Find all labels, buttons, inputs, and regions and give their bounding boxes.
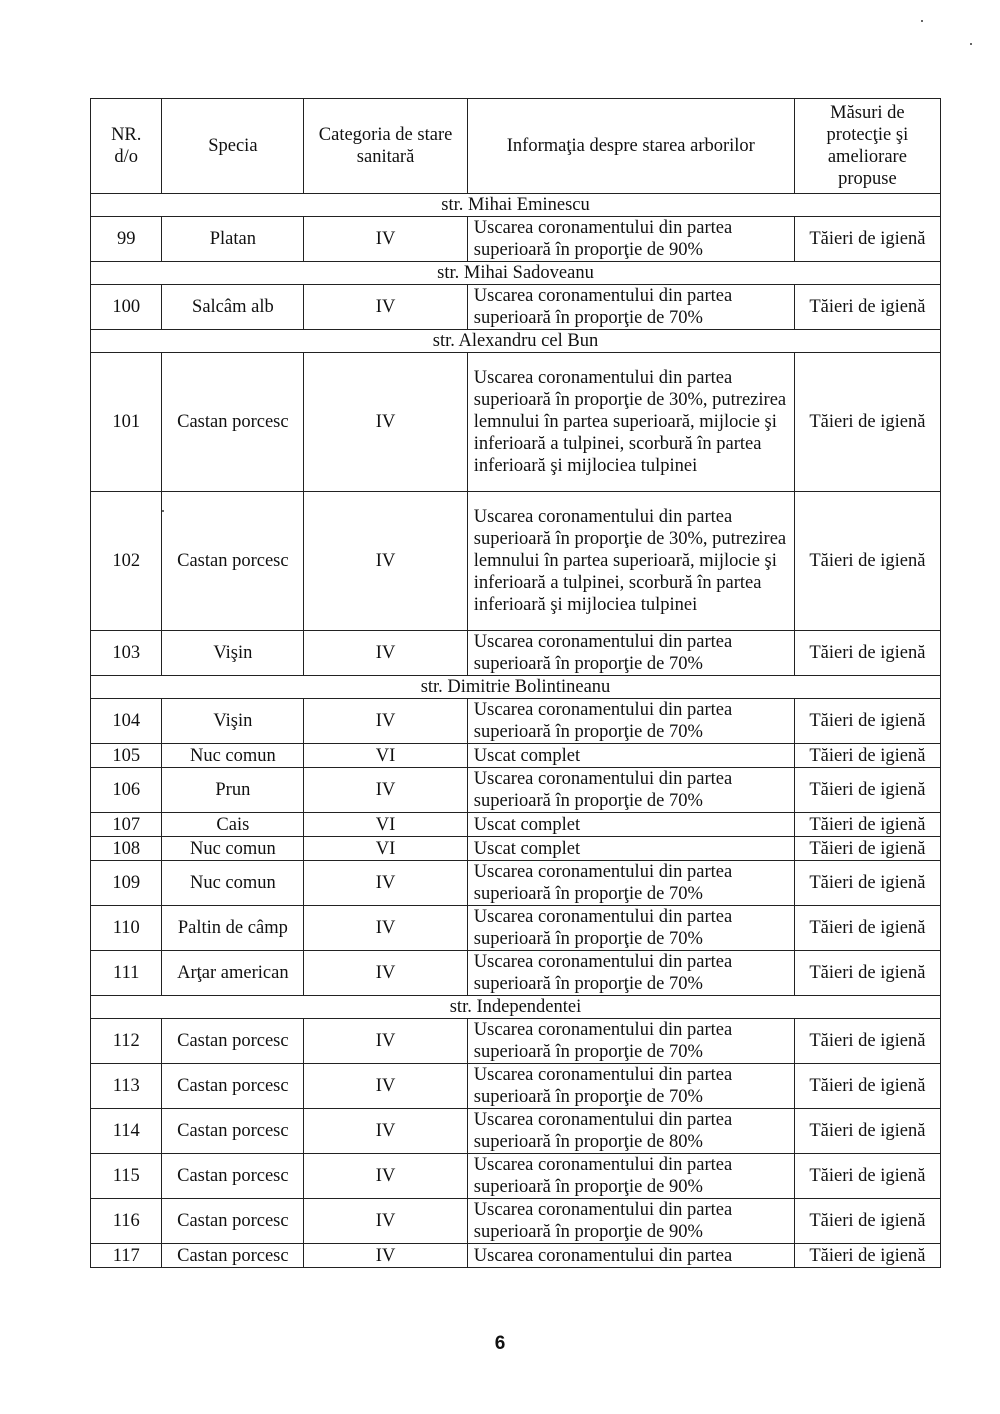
cell-measures: Tăieri de igienă: [794, 1109, 940, 1154]
cell-info: Uscarea coronamentului din partea superioară în proporţie de 90%: [467, 1199, 794, 1244]
cell-nr: 111: [91, 951, 162, 996]
cell-nr: 108: [91, 837, 162, 861]
header-category: Categoria de stare sanitară: [304, 99, 468, 194]
cell-measures: Tăieri de igienă: [794, 699, 940, 744]
table-body: [91, 194, 941, 1268]
cell-nr: 104: [91, 699, 162, 744]
street-name: str. Alexandru cel Bun: [91, 330, 941, 353]
cell-species: Arţar american: [162, 951, 304, 996]
cell-category: IV: [304, 768, 468, 813]
cell-measures: Tăieri de igienă: [794, 813, 940, 837]
street-section-row: [91, 330, 941, 353]
table-row: [91, 861, 941, 906]
table-row: [91, 813, 941, 837]
cell-category: IV: [304, 285, 468, 330]
table-row: [91, 217, 941, 262]
cell-measures: Tăieri de igienă: [794, 744, 940, 768]
cell-nr: 101: [91, 353, 162, 492]
cell-nr: 116: [91, 1199, 162, 1244]
cell-measures: Tăieri de igienă: [794, 1019, 940, 1064]
cell-category: IV: [304, 951, 468, 996]
cell-nr: 102: [91, 492, 162, 631]
cell-info: Uscarea coronamentului din partea: [467, 1244, 794, 1268]
table-row: [91, 631, 941, 676]
table-row: [91, 951, 941, 996]
cell-species: Prun: [162, 768, 304, 813]
table-row: [91, 768, 941, 813]
table-row: [91, 1109, 941, 1154]
street-section-row: [91, 676, 941, 699]
cell-species: Castan porcesc: [162, 1199, 304, 1244]
cell-info: Uscarea coronamentului din partea superioară în proporţie de 70%: [467, 699, 794, 744]
table-row: [91, 699, 941, 744]
cell-measures: Tăieri de igienă: [794, 951, 940, 996]
table-row: [91, 353, 941, 492]
cell-measures: Tăieri de igienă: [794, 1244, 940, 1268]
cell-measures: Tăieri de igienă: [794, 861, 940, 906]
cell-species: Cais: [162, 813, 304, 837]
cell-info: Uscarea coronamentului din partea superioară în proporţie de 70%: [467, 285, 794, 330]
cell-info: Uscarea coronamentului din partea superioară în proporţie de 70%: [467, 951, 794, 996]
cell-species: Vişin: [162, 699, 304, 744]
table-row: [91, 1064, 941, 1109]
cell-species: Nuc comun: [162, 837, 304, 861]
cell-info: Uscarea coronamentului din partea superioară în proporţie de 80%: [467, 1109, 794, 1154]
cell-category: IV: [304, 861, 468, 906]
cell-info: Uscarea coronamentului din partea superioară în proporţie de 30%, putrezirea lemnului în partea superioară, mijlocie şi inferioară a tulpinei, scorbură în partea inferioară şi mijlociea tulpinei: [467, 353, 794, 492]
street-name: str. Dimitrie Bolintineanu: [91, 676, 941, 699]
cell-species: Castan porcesc: [162, 1154, 304, 1199]
cell-info: Uscarea coronamentului din partea superioară în proporţie de 90%: [467, 217, 794, 262]
cell-nr: 103: [91, 631, 162, 676]
cell-category: IV: [304, 353, 468, 492]
trees-table: [90, 98, 941, 1268]
cell-info: Uscarea coronamentului din partea superioară în proporţie de 70%: [467, 861, 794, 906]
cell-category: VI: [304, 837, 468, 861]
cell-info: Uscat complet: [467, 744, 794, 768]
street-name: str. Mihai Sadoveanu: [91, 262, 941, 285]
header-info: Informaţia despre starea arborilor: [467, 99, 794, 194]
cell-measures: Tăieri de igienă: [794, 1154, 940, 1199]
cell-measures: Tăieri de igienă: [794, 768, 940, 813]
cell-nr: 100: [91, 285, 162, 330]
cell-nr: 110: [91, 906, 162, 951]
cell-measures: Tăieri de igienă: [794, 353, 940, 492]
street-section-row: [91, 996, 941, 1019]
cell-info: Uscarea coronamentului din partea superioară în proporţie de 30%, putrezirea lemnului în partea superioară, mijlocie şi inferioară a tulpinei, scorbură în partea inferioară şi mijlociea tulpinei: [467, 492, 794, 631]
cell-nr: 112: [91, 1019, 162, 1064]
street-name: str. Independentei: [91, 996, 941, 1019]
cell-category: IV: [304, 492, 468, 631]
table-row: [91, 492, 941, 631]
cell-measures: Tăieri de igienă: [794, 492, 940, 631]
cell-info: Uscarea coronamentului din partea superioară în proporţie de 70%: [467, 768, 794, 813]
header-species: Specia: [162, 99, 304, 194]
cell-species: Castan porcesc: [162, 1064, 304, 1109]
cell-category: IV: [304, 217, 468, 262]
cell-species: Castan porcesc: [162, 1244, 304, 1268]
cell-info: Uscat complet: [467, 837, 794, 861]
cell-nr: 113: [91, 1064, 162, 1109]
cell-info: Uscarea coronamentului din partea superioară în proporţie de 70%: [467, 906, 794, 951]
cell-category: IV: [304, 1064, 468, 1109]
street-section-row: [91, 194, 941, 217]
cell-species: Paltin de câmp: [162, 906, 304, 951]
cell-category: IV: [304, 906, 468, 951]
cell-nr: 105: [91, 744, 162, 768]
cell-measures: Tăieri de igienă: [794, 631, 940, 676]
cell-species: Nuc comun: [162, 861, 304, 906]
cell-measures: Tăieri de igienă: [794, 1199, 940, 1244]
cell-measures: Tăieri de igienă: [794, 285, 940, 330]
cell-measures: Tăieri de igienă: [794, 1064, 940, 1109]
scan-speck: [970, 43, 972, 45]
table-header-row: [91, 99, 941, 194]
cell-species: Castan porcesc: [162, 1019, 304, 1064]
page-number: 6: [494, 1333, 506, 1354]
cell-info: Uscarea coronamentului din partea superioară în proporţie de 70%: [467, 1019, 794, 1064]
cell-nr: 107: [91, 813, 162, 837]
table-row: [91, 285, 941, 330]
cell-measures: Tăieri de igienă: [794, 837, 940, 861]
cell-species: Salcâm alb: [162, 285, 304, 330]
header-measures: Măsuri de protecţie şi ameliorare propuse: [794, 99, 940, 194]
cell-measures: Tăieri de igienă: [794, 217, 940, 262]
cell-info: Uscarea coronamentului din partea superioară în proporţie de 70%: [467, 631, 794, 676]
cell-measures: Tăieri de igienă: [794, 906, 940, 951]
table-row: [91, 1244, 941, 1268]
cell-category: IV: [304, 1199, 468, 1244]
street-section-row: [91, 262, 941, 285]
cell-species: Castan porcesc: [162, 353, 304, 492]
cell-category: IV: [304, 1109, 468, 1154]
cell-species: Vişin: [162, 631, 304, 676]
cell-category: IV: [304, 631, 468, 676]
cell-category: VI: [304, 744, 468, 768]
cell-nr: 99: [91, 217, 162, 262]
cell-nr: 106: [91, 768, 162, 813]
cell-category: IV: [304, 699, 468, 744]
cell-category: IV: [304, 1019, 468, 1064]
cell-nr: 117: [91, 1244, 162, 1268]
cell-species: Castan porcesc: [162, 1109, 304, 1154]
scan-speck: [921, 20, 923, 22]
cell-species: Platan: [162, 217, 304, 262]
table-row: [91, 906, 941, 951]
table-row: [91, 1154, 941, 1199]
cell-info: Uscarea coronamentului din partea superioară în proporţie de 90%: [467, 1154, 794, 1199]
cell-nr: 115: [91, 1154, 162, 1199]
cell-category: IV: [304, 1244, 468, 1268]
cell-nr: 109: [91, 861, 162, 906]
cell-category: IV: [304, 1154, 468, 1199]
header-nr: NR. d/o: [91, 99, 162, 194]
street-name: str. Mihai Eminescu: [91, 194, 941, 217]
cell-info: Uscat complet: [467, 813, 794, 837]
cell-species: Nuc comun: [162, 744, 304, 768]
cell-info: Uscarea coronamentului din partea superioară în proporţie de 70%: [467, 1064, 794, 1109]
cell-species: Castan porcesc: [162, 492, 304, 631]
cell-category: VI: [304, 813, 468, 837]
table-row: [91, 744, 941, 768]
table-row: [91, 1019, 941, 1064]
table-row: [91, 1199, 941, 1244]
cell-nr: 114: [91, 1109, 162, 1154]
table-row: [91, 837, 941, 861]
